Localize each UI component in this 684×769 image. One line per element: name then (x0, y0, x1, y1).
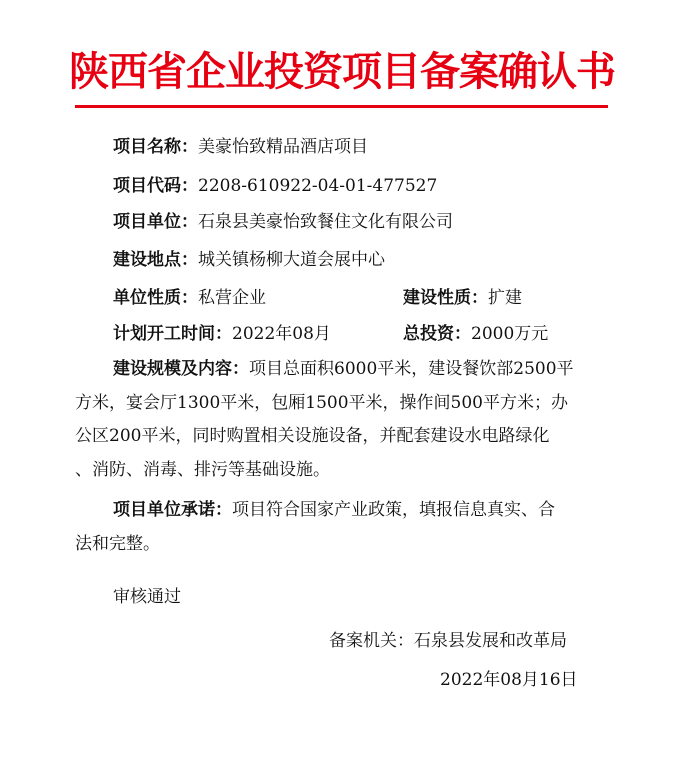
scope-line-4: 、消防、消毒、排污等基础设施。 (75, 459, 330, 480)
build-type-label: 建设性质： (403, 288, 488, 308)
build-type-row (403, 287, 522, 309)
filing-date: 2022年08月16日 (440, 670, 578, 690)
project-unit-value: 石泉县美豪怡致餐住文化有限公司 (198, 212, 453, 232)
site-value: 城关镇杨柳大道会展中心 (198, 250, 385, 270)
title-divider (75, 105, 608, 108)
investment-value: 2000万元 (471, 324, 549, 344)
project-name-label: 项目名称： (113, 137, 198, 157)
site-label: 建设地点： (113, 250, 198, 270)
unit-nature-value: 私营企业 (198, 288, 266, 308)
project-name-row (113, 136, 368, 158)
start-time-value: 2022年08月 (232, 324, 331, 344)
unit-nature-label: 单位性质： (113, 288, 198, 308)
site-row (113, 249, 385, 271)
scope-label: 建设规模及内容： (113, 359, 249, 379)
project-name-value: 美豪怡致精品酒店项目 (198, 137, 368, 157)
project-unit-row (113, 211, 453, 233)
review-status: 审核通过 (113, 587, 181, 607)
scope-line-2: 方米，宴会厅1300平米，包厢1500平米，操作间500平方米；办 (75, 392, 568, 413)
commitment-paragraph (75, 494, 615, 561)
project-code-row (113, 175, 437, 197)
scope-paragraph (75, 353, 615, 487)
commitment-line-2: 法和完整。 (75, 533, 160, 554)
scope-line-3: 公区200平米，同时购置相关设施设备，并配套建设水电路绿化 (75, 426, 550, 446)
build-type-value: 扩建 (488, 288, 522, 308)
project-unit-label: 项目单位： (113, 212, 198, 232)
start-time-row (113, 323, 331, 345)
commitment-line-1: 项目符合国家产业政策，填报信息真实、合 (232, 500, 555, 520)
scope-line-1: 项目总面积6000平米，建设餐饮部2500平 (249, 359, 574, 379)
start-time-label: 计划开工时间： (113, 324, 232, 344)
commitment-label: 项目单位承诺： (113, 500, 232, 520)
project-code-label: 项目代码： (113, 176, 198, 196)
filing-authority: 备案机关：石泉县发展和改革局 (329, 631, 567, 651)
investment-row (403, 323, 548, 345)
document-title: 陕西省企业投资项目备案确认书 (69, 48, 615, 95)
investment-label: 总投资： (403, 324, 471, 344)
project-code-value: 2208-610922-04-01-477527 (198, 176, 438, 196)
unit-nature-row (113, 287, 266, 309)
